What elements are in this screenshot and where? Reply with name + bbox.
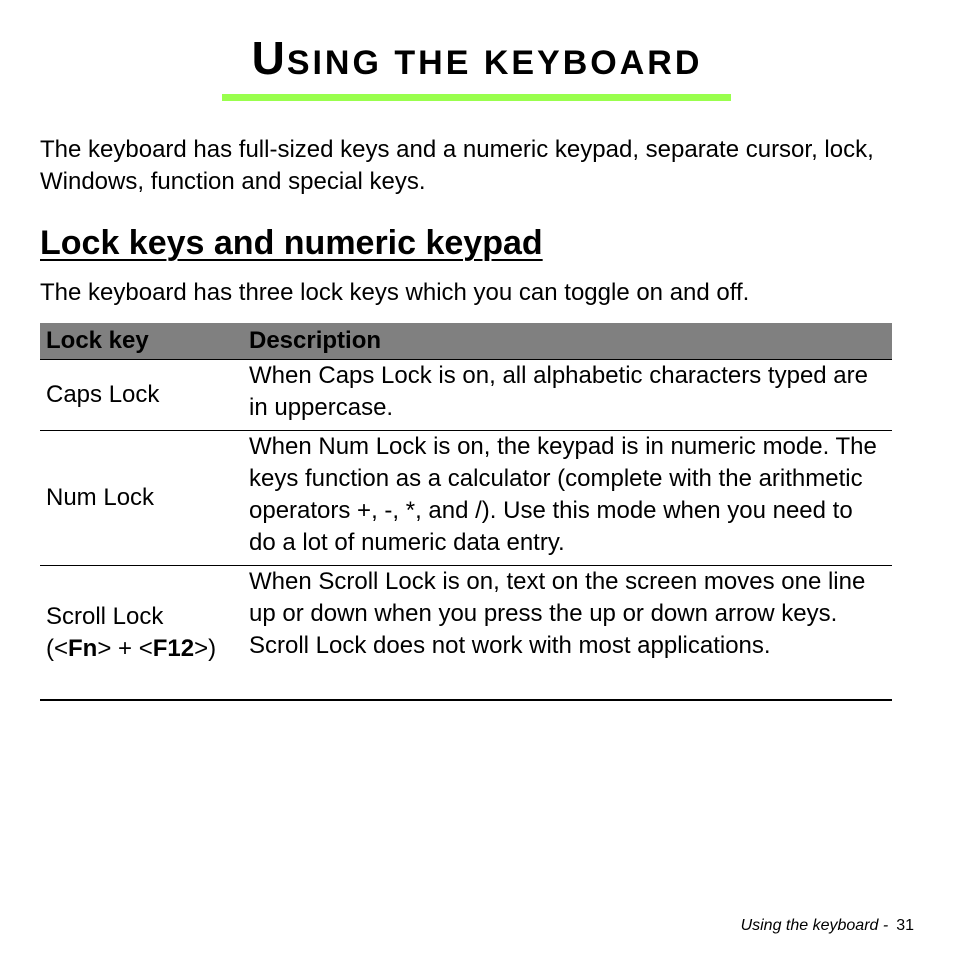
title-underline-bar [222,94,731,101]
table-row [40,431,892,566]
lock-key-cell [40,566,243,701]
section-intro-paragraph: The keyboard has three lock keys which you can toggle on and off. [40,279,750,306]
title-first-letter: U [251,32,287,84]
key-combo-close: >) [194,634,217,662]
header-lock-key: Lock key [40,323,243,360]
lock-key-cell: Caps Lock [40,360,243,431]
page-title [0,28,954,93]
table-row [40,566,892,701]
intro-paragraph: The keyboard has full-sized keys and a numeric keypad, separate cursor, lock, Windows, function and special keys. [40,136,874,195]
lock-key-cell: Num Lock [40,431,243,566]
header-description: Description [243,323,892,360]
title-rest: SING THE KEYBOARD [286,44,703,82]
description-cell: When Num Lock is on, the keypad is in numeric mode. The keys function as a calculator (complete with the arithmetic operators +, -, *, and /). Use this mode when you need to do a lot of numeric data entry. [243,431,892,566]
key-combo-middle: > + < [97,634,153,662]
key-combo-open: (< [46,634,69,662]
table-row [40,360,892,431]
page-footer [741,917,914,935]
lock-keys-table [40,323,892,701]
table-header-row [40,323,892,360]
f12-key: F12 [152,634,195,662]
fn-key: Fn [68,634,98,662]
key-combo [46,635,216,662]
page-number: 31 [896,917,914,934]
lock-key-name: Scroll Lock [46,602,164,630]
footer-label: Using the keyboard - [740,917,889,934]
section-heading: Lock keys and numeric keypad [40,224,543,262]
description-cell: When Caps Lock is on, all alphabetic characters typed are in uppercase. [243,360,892,431]
description-cell: When Scroll Lock is on, text on the screen moves one line up or down when you press the up or down arrow keys. Scroll Lock does not work with most applications. [243,566,892,701]
